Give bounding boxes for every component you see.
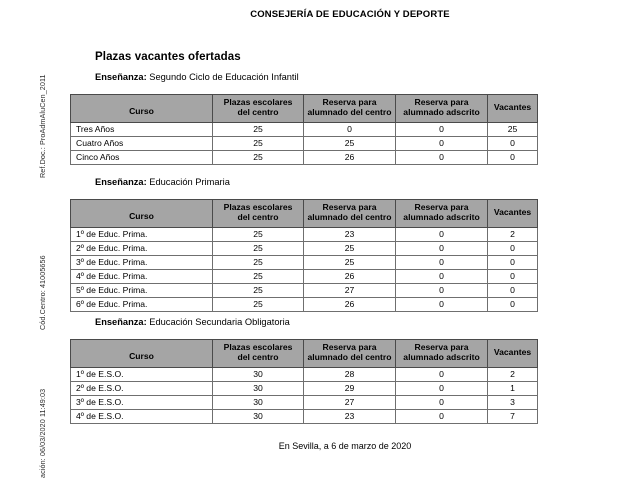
cell-plazas: 25	[213, 227, 304, 241]
ensenanza-label-2: Enseñanza:	[95, 177, 147, 187]
column-header-vacantes: Vacantes	[488, 200, 538, 228]
cell-reserva-adscrito: 0	[396, 297, 488, 311]
table-row	[71, 150, 538, 164]
cell-curso: 3º de Educ. Prima.	[71, 255, 213, 269]
cell-vacantes: 2	[488, 227, 538, 241]
cell-curso: 2º de E.S.O.	[71, 381, 213, 395]
cell-reserva-centro: 27	[304, 395, 396, 409]
ensenanza-line-3	[95, 317, 290, 327]
table-row	[71, 395, 538, 409]
column-header-plazas-line1: Plazas escolares	[223, 202, 293, 212]
column-header-vacantes: Vacantes	[488, 340, 538, 368]
cell-plazas: 25	[213, 283, 304, 297]
margin-note-cod-centro: Cód.Centro: 41005656	[38, 255, 47, 330]
column-header-reserva-adscrito-line1: Reserva para	[414, 97, 469, 107]
cell-curso: 6º de Educ. Prima.	[71, 297, 213, 311]
ensenanza-value-1: Segundo Ciclo de Educación Infantil	[149, 72, 299, 82]
column-header-plazas	[213, 200, 304, 228]
cell-reserva-centro: 26	[304, 269, 396, 283]
table-row	[71, 269, 538, 283]
cell-vacantes: 0	[488, 255, 538, 269]
table-row	[71, 297, 538, 311]
column-header-reserva-centro-line1: Reserva para	[322, 202, 377, 212]
column-header-reserva-adscrito	[396, 340, 488, 368]
column-header-reserva-adscrito-line1: Reserva para	[414, 202, 469, 212]
cell-curso: 5º de Educ. Prima.	[71, 283, 213, 297]
table-row	[71, 227, 538, 241]
cell-reserva-centro: 25	[304, 136, 396, 150]
cell-curso: Tres Años	[71, 122, 213, 136]
cell-reserva-centro: 23	[304, 227, 396, 241]
cell-plazas: 25	[213, 255, 304, 269]
cell-vacantes: 0	[488, 150, 538, 164]
cell-plazas: 25	[213, 269, 304, 283]
page-title: Plazas vacantes ofertadas	[95, 51, 241, 63]
cell-vacantes: 7	[488, 409, 538, 423]
cell-reserva-centro: 26	[304, 297, 396, 311]
column-header-vacantes: Vacantes	[488, 95, 538, 123]
cell-reserva-adscrito: 0	[396, 395, 488, 409]
cell-vacantes: 0	[488, 241, 538, 255]
cell-plazas: 25	[213, 150, 304, 164]
cell-reserva-adscrito: 0	[396, 241, 488, 255]
column-header-reserva-centro-line2: alumnado del centro	[307, 106, 392, 117]
vacancy-table-eso	[70, 339, 538, 424]
document-header-organization: CONSEJERÍA DE EDUCACIÓN Y DEPORTE	[250, 9, 450, 20]
cell-vacantes: 0	[488, 136, 538, 150]
cell-plazas: 30	[213, 367, 304, 381]
cell-plazas: 30	[213, 381, 304, 395]
cell-reserva-centro: 25	[304, 255, 396, 269]
column-header-reserva-adscrito	[396, 200, 488, 228]
vacancy-table-infantil	[70, 94, 538, 165]
cell-curso: Cuatro Años	[71, 136, 213, 150]
cell-reserva-adscrito: 0	[396, 122, 488, 136]
column-header-plazas-line2: del centro	[237, 106, 279, 117]
cell-plazas: 30	[213, 395, 304, 409]
cell-curso: 1º de Educ. Prima.	[71, 227, 213, 241]
cell-reserva-adscrito: 0	[396, 227, 488, 241]
table-row	[71, 367, 538, 381]
column-header-plazas-line2: del centro	[237, 211, 279, 222]
table-row	[71, 255, 538, 269]
cell-vacantes: 2	[488, 367, 538, 381]
cell-curso: 3º de E.S.O.	[71, 395, 213, 409]
cell-reserva-adscrito: 0	[396, 409, 488, 423]
margin-note-ref-doc: Ref.Doc.: ProAdmAluCen_2011	[38, 74, 47, 178]
cell-reserva-centro: 0	[304, 122, 396, 136]
cell-vacantes: 25	[488, 122, 538, 136]
cell-reserva-centro: 26	[304, 150, 396, 164]
table-row	[71, 136, 538, 150]
column-header-reserva-adscrito-line2: alumnado adscrito	[403, 211, 480, 222]
column-header-reserva-adscrito	[396, 95, 488, 123]
column-header-curso: Curso	[71, 95, 213, 123]
table-row	[71, 381, 538, 395]
cell-reserva-centro: 27	[304, 283, 396, 297]
ensenanza-line-1	[95, 72, 299, 82]
cell-vacantes: 3	[488, 395, 538, 409]
cell-curso: Cinco Años	[71, 150, 213, 164]
table-row	[71, 409, 538, 423]
ensenanza-value-3: Educación Secundaria Obligatoria	[149, 317, 290, 327]
cell-reserva-centro: 29	[304, 381, 396, 395]
cell-curso: 1º de E.S.O.	[71, 367, 213, 381]
column-header-reserva-centro	[304, 95, 396, 123]
column-header-curso: Curso	[71, 340, 213, 368]
table-row	[71, 241, 538, 255]
column-header-reserva-centro-line1: Reserva para	[322, 342, 377, 352]
cell-reserva-centro: 25	[304, 241, 396, 255]
cell-reserva-centro: 23	[304, 409, 396, 423]
cell-curso: 4º de E.S.O.	[71, 409, 213, 423]
table-header-row	[71, 340, 538, 368]
cell-plazas: 25	[213, 241, 304, 255]
cell-reserva-adscrito: 0	[396, 283, 488, 297]
column-header-plazas	[213, 340, 304, 368]
cell-reserva-adscrito: 0	[396, 381, 488, 395]
table-header-row	[71, 95, 538, 123]
vacancy-table-primaria	[70, 199, 538, 312]
ensenanza-label-3: Enseñanza:	[95, 317, 147, 327]
column-header-reserva-centro	[304, 340, 396, 368]
column-header-reserva-centro-line2: alumnado del centro	[307, 351, 392, 362]
cell-plazas: 25	[213, 297, 304, 311]
cell-reserva-centro: 28	[304, 367, 396, 381]
cell-plazas: 25	[213, 122, 304, 136]
cell-reserva-adscrito: 0	[396, 255, 488, 269]
ensenanza-value-2: Educación Primaria	[149, 177, 230, 187]
column-header-reserva-adscrito-line2: alumnado adscrito	[403, 351, 480, 362]
cell-curso: 4º de Educ. Prima.	[71, 269, 213, 283]
cell-curso: 2º de Educ. Prima.	[71, 241, 213, 255]
column-header-reserva-adscrito-line1: Reserva para	[414, 342, 469, 352]
column-header-plazas	[213, 95, 304, 123]
cell-reserva-adscrito: 0	[396, 136, 488, 150]
column-header-curso: Curso	[71, 200, 213, 228]
cell-vacantes: 1	[488, 381, 538, 395]
table-row	[71, 283, 538, 297]
cell-plazas: 30	[213, 409, 304, 423]
cell-vacantes: 0	[488, 283, 538, 297]
column-header-reserva-centro-line2: alumnado del centro	[307, 211, 392, 222]
footer-place-date: En Sevilla, a 6 de marzo de 2020	[278, 441, 412, 451]
cell-vacantes: 0	[488, 297, 538, 311]
cell-vacantes: 0	[488, 269, 538, 283]
ensenanza-label-1: Enseñanza:	[95, 72, 147, 82]
margin-note-generation-date: ación: 06/03/2020 11:49:03	[38, 388, 47, 478]
cell-reserva-adscrito: 0	[396, 150, 488, 164]
table-row	[71, 122, 538, 136]
column-header-plazas-line1: Plazas escolares	[223, 97, 293, 107]
ensenanza-line-2	[95, 177, 230, 187]
column-header-reserva-centro-line1: Reserva para	[322, 97, 377, 107]
column-header-reserva-centro	[304, 200, 396, 228]
column-header-plazas-line1: Plazas escolares	[223, 342, 293, 352]
table-header-row	[71, 200, 538, 228]
cell-plazas: 25	[213, 136, 304, 150]
column-header-plazas-line2: del centro	[237, 351, 279, 362]
cell-reserva-adscrito: 0	[396, 269, 488, 283]
cell-reserva-adscrito: 0	[396, 367, 488, 381]
column-header-reserva-adscrito-line2: alumnado adscrito	[403, 106, 480, 117]
